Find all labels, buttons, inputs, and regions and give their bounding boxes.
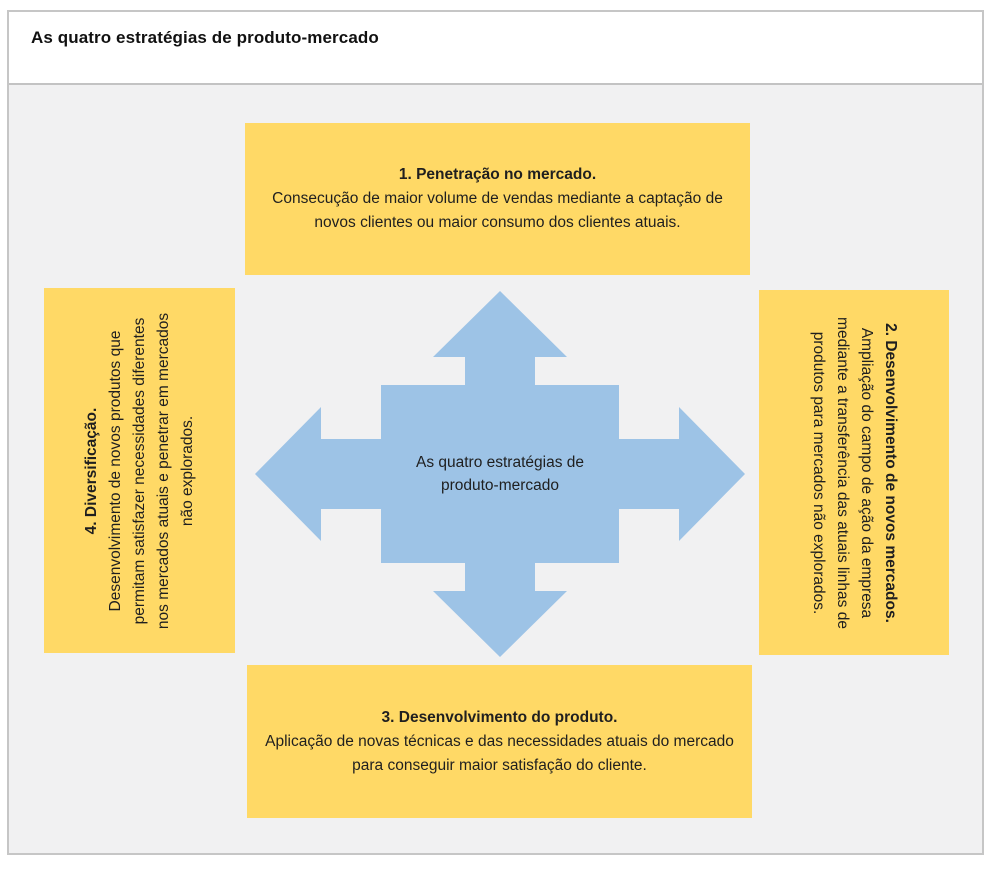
strategy-4-body: Desenvolvimento de novos produtos que permitam satisfazer necessidades diferentes nos mercados atuais e penetrar em mercados não explorados. (106, 312, 196, 629)
diagram-canvas (9, 85, 982, 853)
strategy-box-penetracao-text (245, 163, 750, 235)
figure-title-bar (9, 12, 982, 85)
center-arrow-label: As quatro estratégias de produto-mercado (415, 454, 585, 494)
strategy-box-diversificacao (44, 288, 235, 653)
figure-title: As quatro estratégias de produto-mercado (31, 28, 379, 47)
strategy-2-heading: 2. Desenvolvimento de novos mercados. (882, 322, 899, 623)
strategy-2-body: Ampliação do campo de ação da empresa mediante a transferência das atuais linhas de produtos para mercados não explorados. (810, 316, 875, 629)
strategy-box-desenvolvimento-produto-text (247, 706, 752, 778)
strategy-box-penetracao (245, 123, 750, 275)
strategy-box-novos-mercados-text (806, 307, 902, 639)
strategy-3-heading: 3. Desenvolvimento do produto. (381, 708, 618, 726)
strategy-1-body: Consecução de maior volume de vendas mediante a captação de novos clientes ou maior consumo dos clientes atuais. (272, 190, 723, 231)
strategy-1-heading: 1. Penetração no mercado. (398, 166, 597, 183)
strategy-box-desenvolvimento-produto (247, 665, 752, 818)
strategy-box-diversificacao-text (80, 305, 200, 637)
strategy-3-body: Aplicação de novas técnicas e das necessidades atuais do mercado para conseguir maior satisfação do cliente. (265, 732, 734, 774)
strategy-4-heading: 4. Diversificação. (82, 407, 100, 534)
figure-panel (7, 10, 984, 855)
strategy-box-novos-mercados (759, 290, 949, 655)
